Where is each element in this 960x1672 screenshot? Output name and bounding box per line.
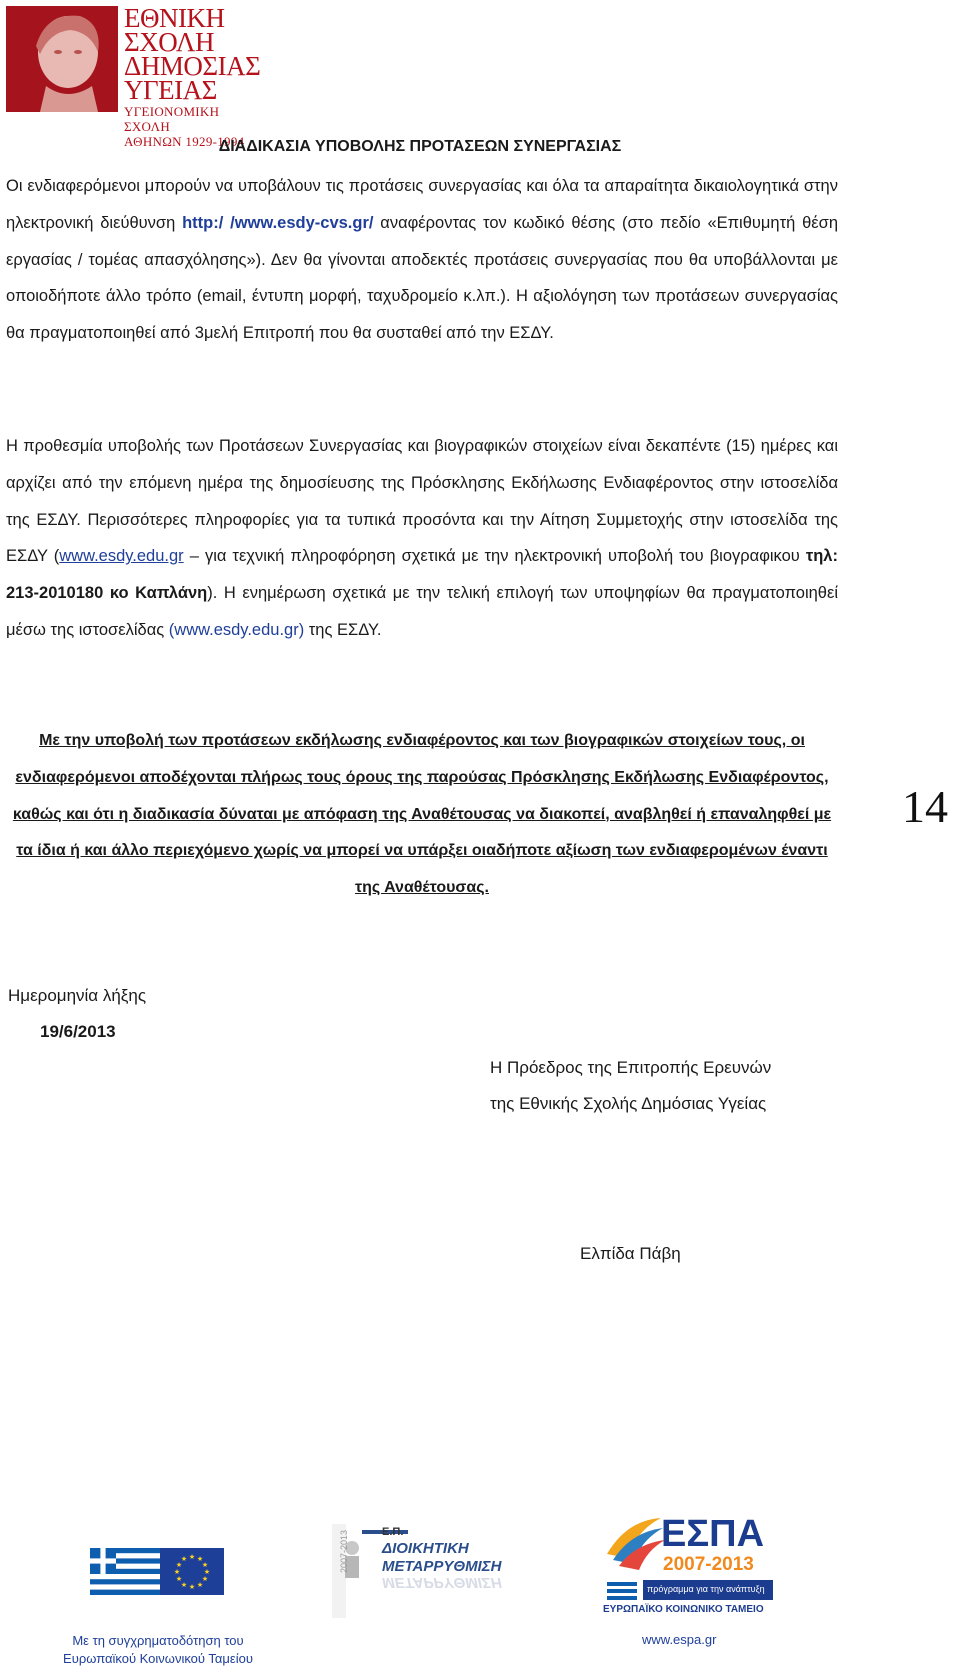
cofunding-note	[58, 1632, 258, 1668]
cofund-line-2: Ευρωπαϊκού Κοινωνικού Ταμείου	[63, 1651, 253, 1666]
p2-text-b: – για τεχνική πληροφόρηση σχετικά με την ηλεκτρονική υποβολή του βιογραφικου	[183, 547, 806, 566]
espa-years: 2007-2013	[663, 1554, 754, 1575]
svg-text:★: ★	[196, 1555, 204, 1563]
signatory-title-2: της Εθνικής Σχολής Δημόσιας Υγείας	[490, 1094, 767, 1113]
diok-line-1: ΔΙΟΙΚΗΤΙΚΗ	[382, 1540, 469, 1557]
logo-line-3: ΔΗΜΟΣΙΑΣ	[124, 51, 261, 81]
esdy-link[interactable]: www.esdy.edu.gr	[59, 547, 184, 566]
p2-text-c: ). Η ενημέρωση σχετικά με την τελική επιλογή των υποψηφίων θα πραγματοποιηθεί μέσω της ιστοσελίδας	[6, 584, 838, 639]
deadline-date: 19/6/2013	[40, 1022, 116, 1041]
logo-line-1: ΕΘΝΙΚΗ	[124, 3, 225, 33]
school-logo	[6, 3, 261, 149]
p2-text-d: της ΕΣΔΥ.	[304, 620, 382, 639]
page-number: 14	[902, 781, 948, 832]
espa-caption: πρόγραμμα για την ανάπτυξη	[647, 1584, 765, 1594]
diok-line-2: ΜΕΤΑΡΡΥΘΜΙΣΗ	[382, 1558, 502, 1575]
svg-text:★: ★	[201, 1575, 209, 1583]
p1-text-a: Οι ενδιαφερόμενοι μπορούν να υποβάλουν τις προτάσεις συνεργασίας και όλα τα απαραίτητα δικαιολογητικά στην ηλεκτρονική διεύθυνση	[6, 177, 838, 232]
diok-years: 2007-2013	[339, 1530, 349, 1574]
logo-line-2: ΣΧΟΛΗ	[124, 27, 214, 57]
logo-sub-1: ΥΓΕΙΟΝΟΜΙΚΗ ΣΧΟΛΗ	[124, 104, 220, 134]
greek-flag-icon	[90, 1548, 160, 1595]
deadline-paragraph	[6, 428, 838, 649]
submission-paragraph	[6, 168, 838, 352]
bust-icon	[6, 6, 118, 112]
svg-text:★: ★	[173, 1568, 181, 1576]
p2-text-a: Η προθεσμία υποβολής των Προτάσεων Συνεργασίας και βιογραφικών στοιχείων είναι δεκαπέντε (15) ημέρες και αρχίζει από την επόμενη ημέρα της δημοσίευσης της Πρόσκλησης Εκδήλωσης Ενδιαφέροντος στην ιστοσελίδα της ΕΣΔΥ. Περισσότερες πληροφορίες για τα τυπικά προσόντα και την Αίτηση Συμμετοχής στην ιστοσελίδα της ΕΣΔΥ (	[6, 437, 838, 566]
terms-paragraph: Με την υποβολή των προτάσεων εκδήλωσης ενδιαφέροντος και των βιογραφικών στοιχείων τους, οι ενδιαφερόμενοι αποδέχονται πλήρως τους όρους της παρούσας Πρόσκλησης Εκδήλωσης Ενδιαφέροντος, καθώς και ότι η διαδικασία δύναται με απόφαση της Αναθέτουσας να διακοπεί, αναβληθεί ή επαναληφθεί με τα ίδια ή και άλλο περιεχόμενο χωρίς να μπορεί να υπάρξει οιαδήποτε αξίωση των ενδιαφερομένων έναντι της Αναθέτουσας.	[12, 732, 832, 897]
espa-title: ΕΣΠΑ	[661, 1513, 765, 1555]
svg-text:★: ★	[188, 1553, 196, 1561]
svg-text:★: ★	[201, 1561, 209, 1569]
esdy-link-2[interactable]: (www.esdy.edu.gr)	[168, 620, 305, 639]
logo-line-4: ΥΓΕΙΑΣ	[124, 75, 217, 105]
signatory-name: Ελπίδα Πάβη	[580, 1244, 681, 1263]
svg-text:★: ★	[175, 1575, 183, 1583]
svg-text:★: ★	[196, 1581, 204, 1589]
eu-flag-icon	[160, 1548, 224, 1595]
svg-text:★: ★	[180, 1555, 188, 1563]
svg-text:★: ★	[203, 1568, 211, 1576]
svg-text:★: ★	[175, 1561, 183, 1569]
document-title: ΔΙΑΔΙΚΑΣΙΑ ΥΠΟΒΟΛΗΣ ΠΡΟΤΑΣΕΩΝ ΣΥΝΕΡΓΑΣΙΑΣ	[218, 138, 622, 155]
logo-sub-2: ΑΘΗΝΩΝ 1929-1994	[124, 134, 245, 149]
svg-text:★: ★	[188, 1583, 196, 1591]
espa-logo	[603, 1514, 773, 1618]
espa-website-link[interactable]: www.espa.gr	[642, 1632, 717, 1647]
espa-fund: ΕΥΡΩΠΑΪΚΟ ΚΟΙΝΩΝΙΚΟ ΤΑΜΕΙΟ	[603, 1604, 764, 1615]
deadline-label: Ημερομηνία λήξης	[8, 986, 147, 1005]
diok-small: Ε.Π.	[382, 1526, 404, 1538]
svg-text:★: ★	[180, 1581, 188, 1589]
cvs-link[interactable]: http:/ /www.esdy-cvs.gr/	[182, 213, 374, 232]
phone-contact: τηλ: 213-2010180 κο Καπλάνη	[6, 547, 838, 603]
diok-metarrythmisi-logo	[330, 1522, 502, 1622]
signatory-title-1: Η Πρόεδρος της Επιτροπής Ερευνών	[490, 1058, 772, 1077]
cofund-line-1: Με τη συγχρηματοδότηση του	[72, 1633, 244, 1648]
p1-text-b: αναφέροντας τον κωδικό θέσης (στο πεδίο «Επιθυμητή θέση εργασίας / τομέας απασχόλησης»). Δεν θα γίνονται αποδεκτές προτάσεις συνεργασίας που θα υποβάλλονται με οποιοδήποτε άλλο τρόπο (email, έντυπη μορφή, ταχυδρομείο κ.λπ.). Η αξιολόγηση των προτάσεων συνεργασίας θα πραγματοποιηθεί από 3μελή Επιτροπή που θα συσταθεί από την ΕΣΔΥ.	[6, 213, 838, 343]
diok-line-2-reflection: ΜΕΤΑΡΡΥΘΜΙΣΗ	[382, 1574, 502, 1591]
